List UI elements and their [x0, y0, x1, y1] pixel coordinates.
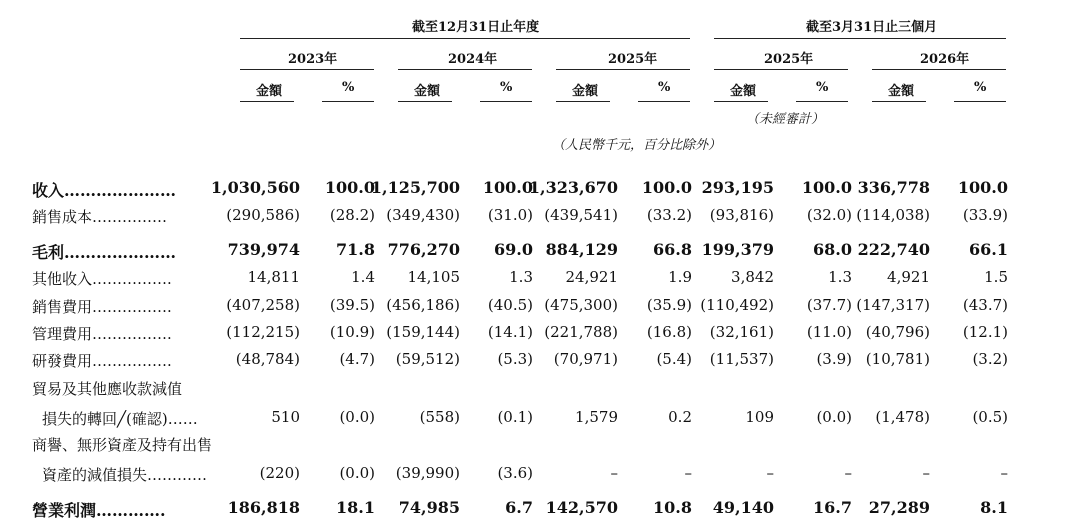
row-value: (3.9): [816, 350, 852, 368]
row-value: (439,541): [544, 206, 618, 224]
row-value: 74,985: [398, 498, 460, 517]
unit-note: （人民幣千元，百分比除外）: [552, 138, 722, 153]
row-label: 損失的轉回╱(確認)……: [42, 410, 198, 428]
col-rule: [872, 101, 926, 102]
row-label: 商譽、無形資產及持有出售: [32, 436, 213, 454]
year-header-5: 2026年: [920, 52, 970, 67]
row-value: (3.6): [497, 464, 533, 482]
row-label: 毛利…………………: [32, 243, 177, 262]
row-value: (93,816): [709, 206, 774, 224]
row-value: 6.7: [505, 498, 533, 517]
row-value: (31.0): [487, 206, 533, 224]
row-value: 18.1: [336, 498, 375, 517]
row-value: (0.0): [816, 408, 852, 426]
row-value: 1,125,700: [370, 178, 460, 197]
row-value: (221,788): [544, 323, 618, 341]
col-rule: [714, 101, 768, 102]
col-pct-5: %: [974, 80, 987, 95]
row-value: –: [922, 464, 930, 482]
row-value: (33.9): [962, 206, 1008, 224]
row-value: 100.0: [801, 178, 852, 197]
row-value: –: [844, 464, 852, 482]
row-value: 222,740: [857, 240, 930, 259]
row-label: 資產的減值損失…………: [42, 466, 208, 484]
row-value: 884,129: [545, 240, 618, 259]
col-pct-3: %: [658, 80, 671, 95]
row-value: (407,258): [226, 296, 300, 314]
row-value: 8.1: [980, 498, 1008, 517]
row-value: 109: [745, 408, 774, 426]
row-value: 1.3: [509, 268, 533, 286]
row-value: (16.8): [646, 323, 692, 341]
row-value: (5.3): [497, 350, 533, 368]
row-value: 1.9: [668, 268, 692, 286]
row-value: (0.5): [972, 408, 1008, 426]
row-value: 293,195: [701, 178, 774, 197]
col-rule: [796, 101, 848, 102]
year-rule-1: [240, 69, 374, 70]
row-label: 銷售成本……………: [32, 208, 168, 226]
row-value: –: [610, 464, 618, 482]
row-value: (558): [419, 408, 460, 426]
row-label: 其他收入…………….: [32, 270, 172, 288]
row-value: (475,300): [544, 296, 618, 314]
col-rule: [638, 101, 690, 102]
row-value: (40,796): [865, 323, 930, 341]
row-value: 336,778: [857, 178, 930, 197]
row-value: 1,579: [575, 408, 618, 426]
row-value: –: [766, 464, 774, 482]
row-label: 貿易及其他應收款減值: [32, 380, 183, 398]
row-value: (4.7): [339, 350, 375, 368]
row-value: 739,974: [227, 240, 300, 259]
row-value: 49,140: [712, 498, 774, 517]
row-value: 4,921: [887, 268, 930, 286]
row-value: 199,379: [701, 240, 774, 259]
row-value: 510: [271, 408, 300, 426]
group-rule-quarterly: [714, 38, 1006, 39]
col-rule: [398, 101, 452, 102]
row-value: (32.0): [806, 206, 852, 224]
row-value: 142,570: [545, 498, 618, 517]
row-value: 100.0: [482, 178, 533, 197]
row-value: 100.0: [957, 178, 1008, 197]
year-rule-4: [714, 69, 848, 70]
row-value: 186,818: [227, 498, 300, 517]
col-amount-1: 金額: [256, 84, 283, 99]
year-header-1: 2023年: [288, 52, 338, 67]
row-label: 研發費用…………….: [32, 352, 172, 370]
row-value: 1.3: [828, 268, 852, 286]
row-label: 銷售費用…………….: [32, 298, 172, 316]
row-value: (114,038): [856, 206, 930, 224]
row-value: 14,105: [407, 268, 460, 286]
row-value: (10,781): [865, 350, 930, 368]
col-rule: [240, 101, 294, 102]
row-value: (3.2): [972, 350, 1008, 368]
row-value: (43.7): [962, 296, 1008, 314]
col-rule: [954, 101, 1006, 102]
row-value: (0.0): [339, 408, 375, 426]
row-value: (59,512): [395, 350, 460, 368]
row-value: 68.0: [813, 240, 852, 259]
year-rule-3: [556, 69, 690, 70]
row-value: (35.9): [646, 296, 692, 314]
row-value: (48,784): [235, 350, 300, 368]
col-pct-1: %: [342, 80, 355, 95]
row-value: (5.4): [656, 350, 692, 368]
row-value: (0.1): [497, 408, 533, 426]
row-label: 收入…………………: [32, 181, 177, 200]
row-value: (33.2): [646, 206, 692, 224]
row-value: 1.5: [984, 268, 1008, 286]
row-value: 100.0: [324, 178, 375, 197]
row-value: 27,289: [868, 498, 930, 517]
row-value: 24,921: [565, 268, 618, 286]
row-value: (10.9): [329, 323, 375, 341]
row-value: (32,161): [709, 323, 774, 341]
unaudited-note: （未經審計）: [746, 112, 825, 127]
row-value: (159,144): [386, 323, 460, 341]
col-pct-4: %: [816, 80, 829, 95]
row-value: (12.1): [962, 323, 1008, 341]
row-value: (456,186): [386, 296, 460, 314]
row-value: 10.8: [653, 498, 692, 517]
col-pct-2: %: [500, 80, 513, 95]
col-amount-5: 金額: [888, 84, 915, 99]
col-amount-3: 金額: [572, 84, 599, 99]
year-rule-5: [872, 69, 1006, 70]
row-value: (14.1): [487, 323, 533, 341]
row-value: 1,030,560: [210, 178, 300, 197]
row-value: 1,323,670: [528, 178, 618, 197]
row-value: 66.8: [653, 240, 692, 259]
row-value: 1.4: [351, 268, 375, 286]
row-label: 營業利潤………….: [32, 501, 166, 520]
row-value: 0.2: [668, 408, 692, 426]
year-header-4: 2025年: [764, 52, 814, 67]
row-value: 16.7: [813, 498, 852, 517]
row-value: (37.7): [806, 296, 852, 314]
row-value: (40.5): [487, 296, 533, 314]
row-value: (11,537): [709, 350, 774, 368]
row-value: –: [684, 464, 692, 482]
col-rule: [480, 101, 532, 102]
row-value: 69.0: [494, 240, 533, 259]
row-value: (220): [259, 464, 300, 482]
group-title-annual: 截至12月31日止年度: [412, 20, 540, 35]
row-value: 14,811: [247, 268, 300, 286]
row-label: 管理費用…………….: [32, 325, 172, 343]
col-amount-4: 金額: [730, 84, 757, 99]
col-amount-2: 金額: [414, 84, 441, 99]
row-value: 71.8: [336, 240, 375, 259]
row-value: –: [1000, 464, 1008, 482]
row-value: (1,478): [875, 408, 930, 426]
group-title-quarterly: 截至3月31日止三個月: [806, 20, 938, 35]
row-value: (349,430): [386, 206, 460, 224]
row-value: (290,586): [226, 206, 300, 224]
year-header-3: 2025年: [608, 52, 658, 67]
row-value: 66.1: [969, 240, 1008, 259]
row-value: (39,990): [395, 464, 460, 482]
row-value: 776,270: [387, 240, 460, 259]
row-value: (28.2): [329, 206, 375, 224]
row-value: (147,317): [856, 296, 930, 314]
year-rule-2: [398, 69, 532, 70]
row-value: (70,971): [553, 350, 618, 368]
row-value: 100.0: [641, 178, 692, 197]
row-value: (110,492): [700, 296, 774, 314]
group-rule-annual: [240, 38, 690, 39]
row-value: (0.0): [339, 464, 375, 482]
row-value: (11.0): [806, 323, 852, 341]
year-header-2: 2024年: [448, 52, 498, 67]
row-value: (112,215): [226, 323, 300, 341]
row-value: (39.5): [329, 296, 375, 314]
col-rule: [322, 101, 374, 102]
col-rule: [556, 101, 610, 102]
row-value: 3,842: [731, 268, 774, 286]
